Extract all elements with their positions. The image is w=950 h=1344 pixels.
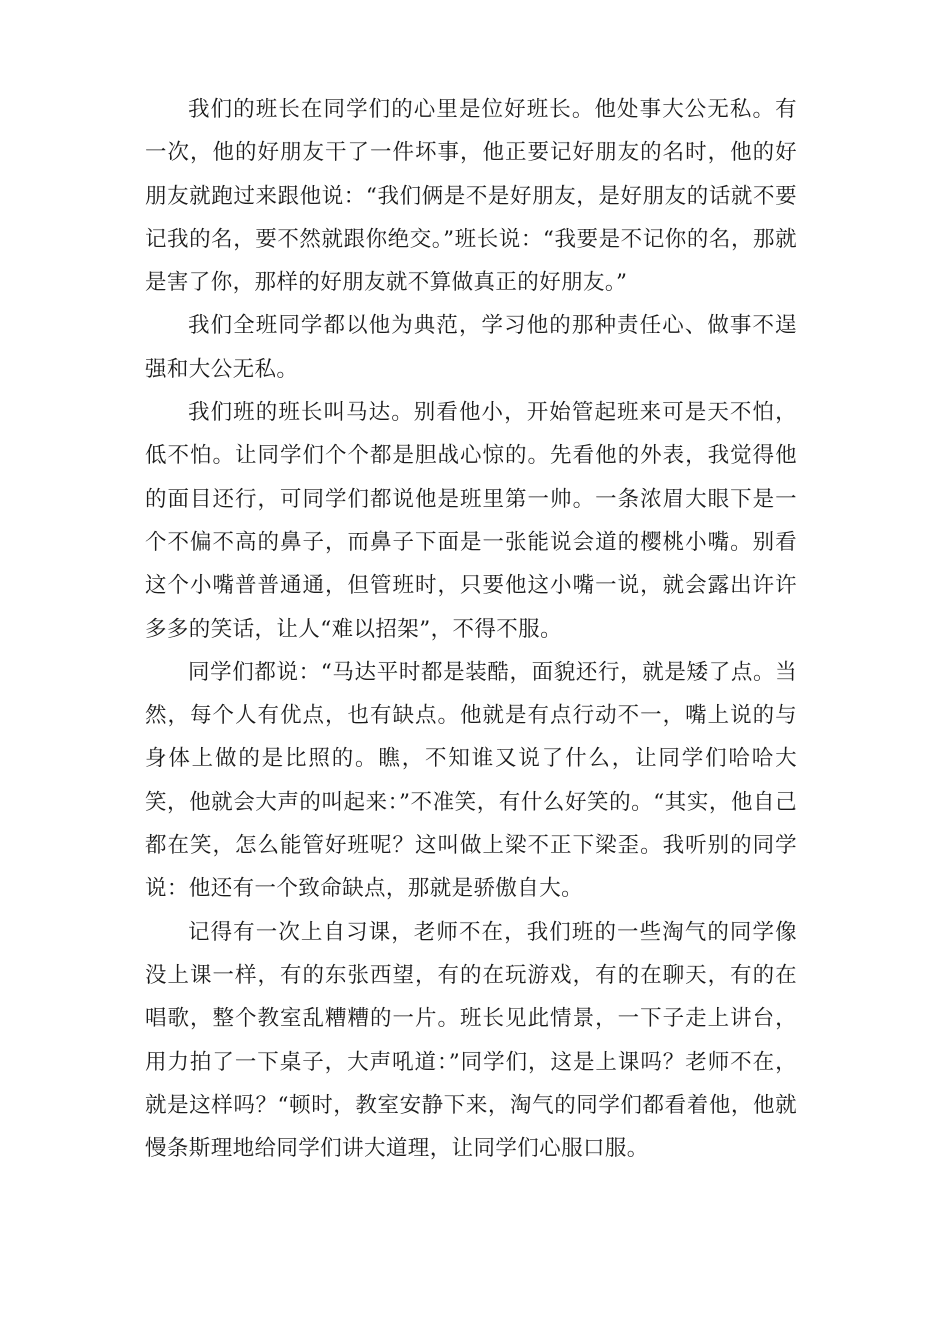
paragraph-1: 我们的班长在同学们的心里是位好班长。他处事大公无私。有一次，他的好朋友干了一件坏事，他正要记好朋友的名时，他的好朋友就跑过来跟他说：“我们俩是不是好朋友，是好朋友的话就不要记我的名，要不然就跟你绝交。”班长说：“我要是不记你的名，那就是害了你，那样的好朋友就不算做真正的好朋友。” xyxy=(145,97,797,296)
paragraph-4: 同学们都说：“马达平时都是装酷，面貌还行，就是矮了点。当然，每个人有优点，也有缺点。他就是有点行动不一，嘴上说的与身体上做的是比照的。瞧，不知谁又说了什么，让同学们哈哈大笑，他就会大声的叫起来：”不准笑，有什么好笑的。“其实，他自己都在笑，怎么能管好班呢？这叫做上梁不正下梁歪。我听别的同学说：他还有一个致命缺点，那就是骄傲自大。 xyxy=(145,659,797,902)
paragraph-3: 我们班的班长叫马达。别看他小，开始管起班来可是天不怕，低不怕。让同学们个个都是胆战心惊的。先看他的外表，我觉得他的面目还行，可同学们都说他是班里第一帅。一条浓眉大眼下是一个不偏不高的鼻子，而鼻子下面是一张能说会道的樱桃小嘴。别看这个小嘴普普通通，但管班时，只要他这小嘴一说，就会露出许许多多的笑话，让人“难以招架”，不得不服。 xyxy=(145,400,797,642)
paragraph-2: 我们全班同学都以他为典范，学习他的那种责任心、做事不逞强和大公无私。 xyxy=(145,313,797,382)
paragraph-5: 记得有一次上自习课，老师不在，我们班的一些淘气的同学像没上课一样，有的东张西望，有的在玩游戏，有的在聊天，有的在唱歌，整个教室乱糟糟的一片。班长见此情景，一下子走上讲台，用力拍了一下桌子，大声吼道：”同学们，这是上课吗？老师不在，就是这样吗？“顿时，教室安静下来，淘气的同学们都看着他，他就慢条斯理地给同学们讲大道理，让同学们心服口服。 xyxy=(145,919,797,1162)
document-body xyxy=(145,88,797,1170)
